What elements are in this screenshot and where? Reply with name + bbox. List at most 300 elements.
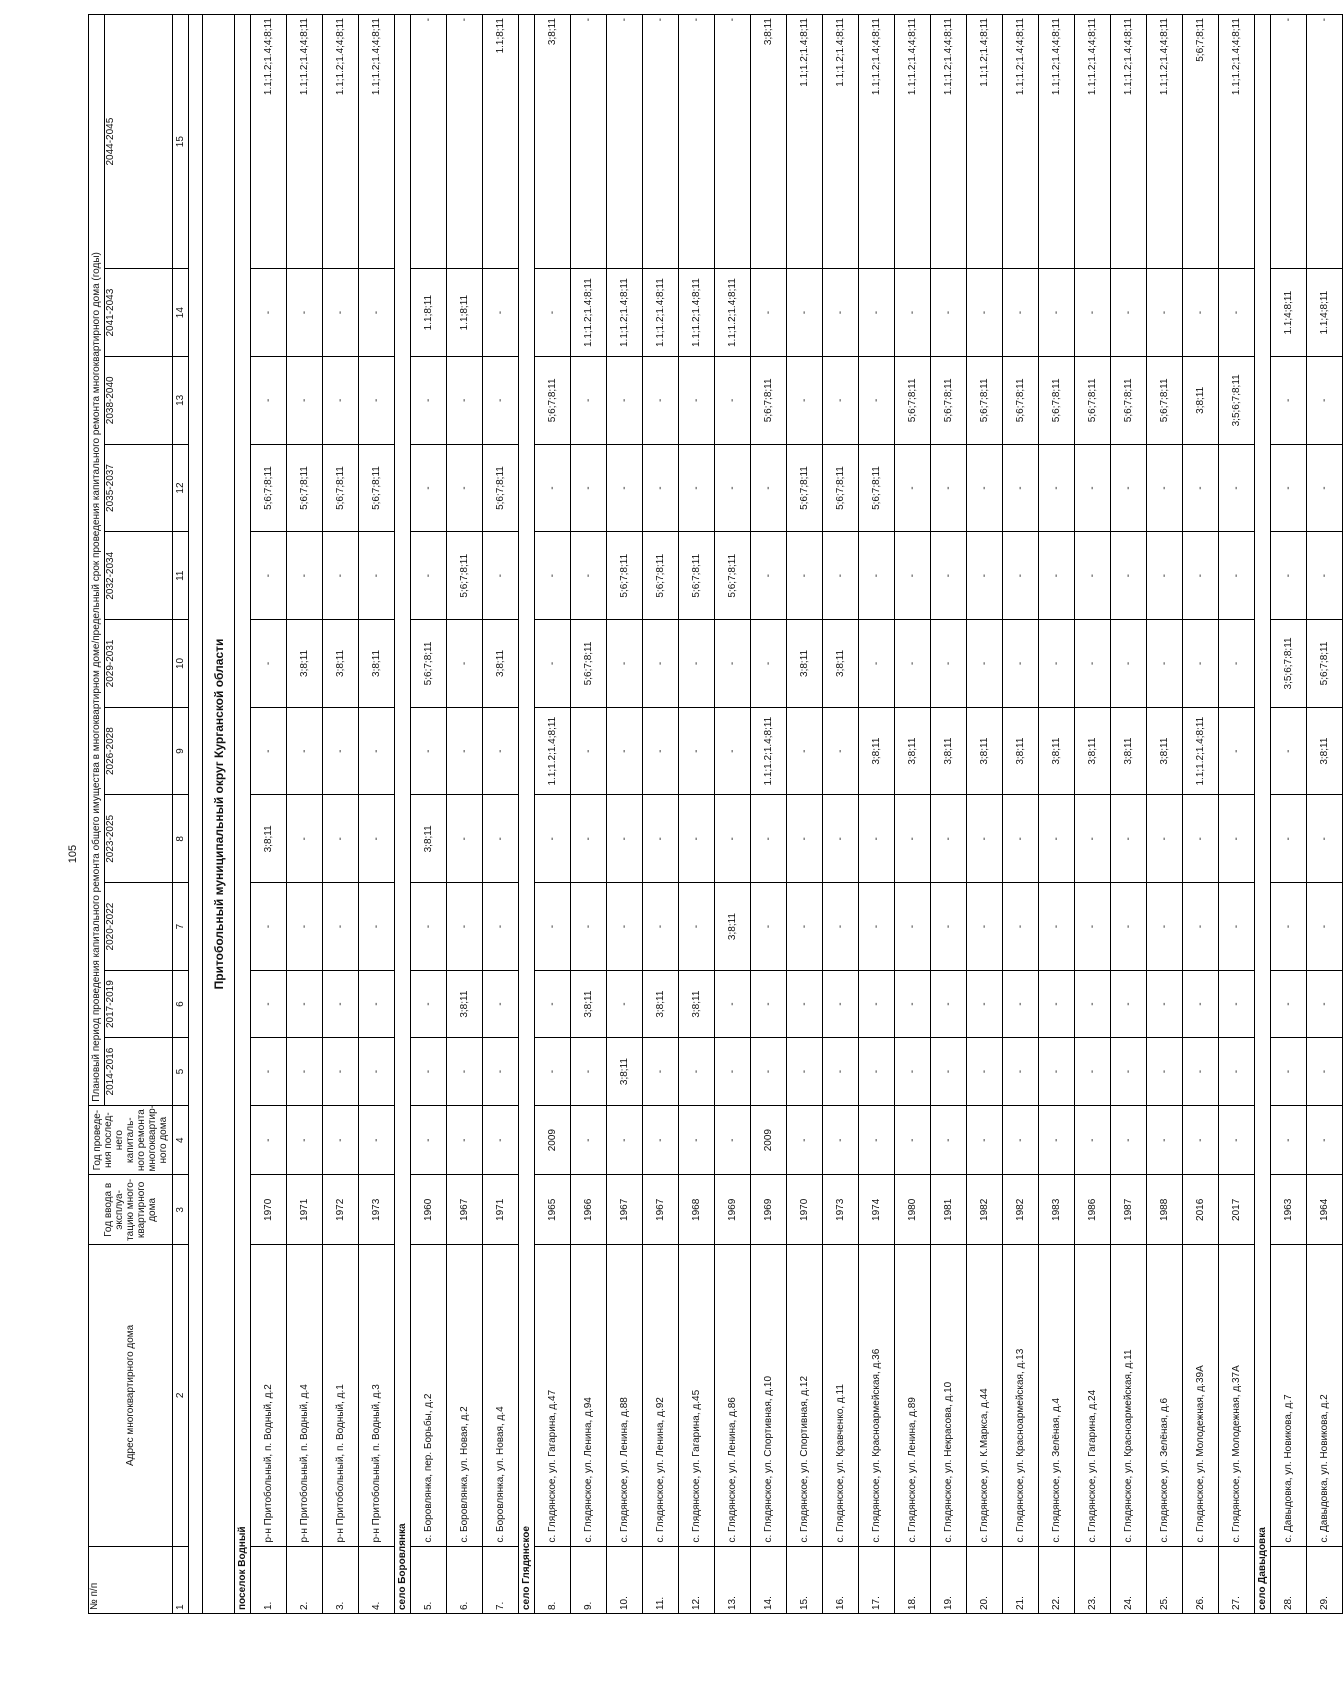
- table-row: [1003, 15, 1039, 1614]
- period-cell: 5;6;7;8;11: [1039, 356, 1075, 444]
- last-repair-cell: -: [859, 1105, 895, 1175]
- period-cell: -: [715, 620, 751, 708]
- period-cell: -: [1039, 970, 1075, 1037]
- column-number: 2: [173, 1245, 189, 1546]
- period-cell: -: [483, 1038, 519, 1105]
- period-cell: -: [787, 707, 823, 795]
- period-cell: -: [359, 707, 395, 795]
- period-cell: -: [895, 795, 931, 883]
- address-cell: р-н Притобольный, п. Водный, д.2: [251, 1245, 287, 1546]
- period-cell: -: [787, 532, 823, 620]
- period-cell: -: [483, 707, 519, 795]
- address-cell: с. Боровлянка, ул. Новая, д.4: [483, 1245, 519, 1546]
- page-number: 105: [67, 844, 79, 864]
- period-cell: -: [931, 1038, 967, 1105]
- period-cell: 1.1;1.2;1.4;8;11: [535, 707, 571, 795]
- header-period: 2041-2043: [105, 269, 173, 357]
- address-cell: с. Давыдовка, ул. Новикова, д.7: [1271, 1245, 1307, 1546]
- period-cell: 3;8;11: [1039, 707, 1075, 795]
- period-cell: 3;8;11: [1075, 707, 1111, 795]
- period-cell: -: [931, 269, 967, 357]
- row-number: 4.: [359, 1546, 395, 1613]
- last-repair-cell: -: [787, 1105, 823, 1175]
- period-cell: -: [287, 883, 323, 971]
- table-row: [643, 15, 679, 1614]
- period-cell: -: [359, 970, 395, 1037]
- period-cell: -: [679, 444, 715, 532]
- period-cell: -: [751, 795, 787, 883]
- year-built-cell: 1973: [823, 1175, 859, 1245]
- period-cell: -: [251, 620, 287, 708]
- header-period: 2026-2028: [105, 707, 173, 795]
- last-repair-cell: -: [571, 1105, 607, 1175]
- period-cell: -: [359, 356, 395, 444]
- period-cell: -: [483, 356, 519, 444]
- period-cell: 3;8;11: [607, 1038, 643, 1105]
- row-number: 20.: [967, 1546, 1003, 1613]
- period-cell: -: [967, 444, 1003, 532]
- column-number: 12: [173, 444, 189, 532]
- period-cell: 5;6;7;8;11: [679, 532, 715, 620]
- period-cell: -: [823, 883, 859, 971]
- last-repair-cell: -: [823, 1105, 859, 1175]
- period-cell: 5;6;7;8;11: [1075, 356, 1111, 444]
- last-repair-cell: -: [483, 1105, 519, 1175]
- period-cell: -: [1111, 883, 1147, 971]
- column-number: 3: [173, 1175, 189, 1245]
- period-cell: -: [607, 356, 643, 444]
- period-cell: -: [1003, 269, 1039, 357]
- period-cell: 3;8;11: [251, 795, 287, 883]
- period-cell: 5;6;7;8;11: [1183, 15, 1219, 269]
- period-cell: -: [715, 707, 751, 795]
- address-cell: с. Глядянское, ул. Зелёная, д.6: [1147, 1245, 1183, 1546]
- period-cell: 1.1;1.2;1.4;4;8;11: [1147, 15, 1183, 269]
- period-cell: 1.1;1.2;1.4;4;8;11: [1003, 15, 1039, 269]
- period-cell: 3;8;11: [715, 883, 751, 971]
- period-cell: -: [751, 1038, 787, 1105]
- period-cell: 3;8;11: [787, 620, 823, 708]
- year-built-cell: 1965: [535, 1175, 571, 1245]
- period-cell: -: [931, 532, 967, 620]
- period-cell: -: [967, 883, 1003, 971]
- year-built-cell: 1966: [571, 1175, 607, 1245]
- row-number: 17.: [859, 1546, 895, 1613]
- row-number: 12.: [679, 1546, 715, 1613]
- header-period: 2020-2022: [105, 883, 173, 971]
- address-cell: с. Глядянское, ул. Ленина, д.88: [607, 1245, 643, 1546]
- period-cell: -: [643, 707, 679, 795]
- period-cell: 5;6;7;8;11: [323, 444, 359, 532]
- period-cell: 1.1;8;11: [483, 15, 519, 269]
- period-cell: -: [323, 532, 359, 620]
- column-number-row: [173, 15, 189, 1614]
- last-repair-cell: -: [679, 1105, 715, 1175]
- table-row: [359, 15, 395, 1614]
- period-cell: -: [751, 620, 787, 708]
- period-cell: -: [447, 707, 483, 795]
- period-cell: -: [1111, 620, 1147, 708]
- period-cell: -: [251, 532, 287, 620]
- year-built-cell: 2017: [1219, 1175, 1255, 1245]
- period-cell: -: [679, 883, 715, 971]
- period-cell: -: [571, 532, 607, 620]
- period-cell: -: [1111, 970, 1147, 1037]
- address-cell: с. Глядянское, ул. Красноармейская, д.36: [859, 1245, 895, 1546]
- year-built-cell: 1986: [1075, 1175, 1111, 1245]
- period-cell: -: [1271, 532, 1307, 620]
- address-cell: с. Глядянское, ул. Гагарина, д.47: [535, 1245, 571, 1546]
- period-cell: -: [535, 970, 571, 1037]
- last-repair-cell: -: [1307, 1105, 1343, 1175]
- address-cell: с. Глядянское, ул. Ленина, д.92: [643, 1245, 679, 1546]
- period-cell: -: [1075, 970, 1111, 1037]
- table-row: [1183, 15, 1219, 1614]
- period-cell: -: [1219, 532, 1255, 620]
- region-title: Притобольный муниципальный округ Курганской области: [203, 15, 235, 1614]
- last-repair-cell: 2009: [751, 1105, 787, 1175]
- period-cell: -: [1075, 269, 1111, 357]
- address-cell: р-н Притобольный, п. Водный, д.1: [323, 1245, 359, 1546]
- period-cell: -: [1111, 444, 1147, 532]
- period-cell: -: [359, 1038, 395, 1105]
- header-year-built: Год ввода в эксплуа- тацию много- квартирного дома: [89, 1175, 173, 1245]
- period-cell: -: [607, 444, 643, 532]
- period-cell: -: [967, 795, 1003, 883]
- row-number: 23.: [1075, 1546, 1111, 1613]
- row-number: 3.: [323, 1546, 359, 1613]
- header-period: 2023-2025: [105, 795, 173, 883]
- period-cell: -: [1003, 795, 1039, 883]
- period-cell: -: [643, 1038, 679, 1105]
- period-cell: -: [679, 707, 715, 795]
- period-cell: -: [411, 970, 447, 1037]
- period-cell: -: [823, 970, 859, 1037]
- last-repair-cell: -: [1075, 1105, 1111, 1175]
- last-repair-cell: -: [287, 1105, 323, 1175]
- section-title: село Давыдовка: [1255, 15, 1271, 1614]
- year-built-cell: 1981: [931, 1175, 967, 1245]
- year-built-cell: 1988: [1147, 1175, 1183, 1245]
- period-cell: -: [823, 532, 859, 620]
- column-number: 11: [173, 532, 189, 620]
- last-repair-cell: -: [1111, 1105, 1147, 1175]
- period-cell: -: [715, 444, 751, 532]
- capital-repair-schedule-table: [88, 14, 1343, 1614]
- period-cell: 3;8;11: [751, 15, 787, 269]
- last-repair-cell: -: [411, 1105, 447, 1175]
- period-cell: -: [1075, 532, 1111, 620]
- section-row: [519, 15, 535, 1614]
- period-cell: -: [715, 356, 751, 444]
- period-cell: 1.1;1.2;1.4;4;8;11: [1111, 15, 1147, 269]
- period-cell: -: [895, 269, 931, 357]
- period-cell: -: [1183, 444, 1219, 532]
- column-number: 4: [173, 1105, 189, 1175]
- address-cell: с. Глядянское, ул. Спортивная, д.10: [751, 1245, 787, 1546]
- year-built-cell: 1972: [323, 1175, 359, 1245]
- period-cell: -: [323, 356, 359, 444]
- row-number: 16.: [823, 1546, 859, 1613]
- period-cell: -: [823, 356, 859, 444]
- header-address: Адрес многоквартирного дома: [89, 1245, 173, 1546]
- period-cell: -: [359, 795, 395, 883]
- period-cell: -: [1075, 1038, 1111, 1105]
- row-number: 8.: [535, 1546, 571, 1613]
- year-built-cell: 1982: [967, 1175, 1003, 1245]
- row-number: 21.: [1003, 1546, 1039, 1613]
- period-cell: -: [607, 620, 643, 708]
- period-cell: -: [447, 795, 483, 883]
- period-cell: -: [535, 620, 571, 708]
- last-repair-cell: -: [1183, 1105, 1219, 1175]
- table-row: [323, 15, 359, 1614]
- address-cell: с. Глядянское, ул. Ленина, д.94: [571, 1245, 607, 1546]
- period-cell: -: [411, 883, 447, 971]
- period-cell: 1.1;4;8;11: [1271, 269, 1307, 357]
- period-cell: -: [1307, 795, 1343, 883]
- period-cell: 3;8;11: [967, 707, 1003, 795]
- period-cell: -: [571, 444, 607, 532]
- period-cell: 1.1;1.2;1.4;4;8;11: [359, 15, 395, 269]
- row-number: 24.: [1111, 1546, 1147, 1613]
- period-cell: 5;6;7;8;11: [411, 620, 447, 708]
- period-cell: -: [1219, 795, 1255, 883]
- period-cell: 1.1;1.2;1.4;8;11: [679, 269, 715, 357]
- period-cell: 1.1;1.2;1.4;4;8;11: [859, 15, 895, 269]
- period-cell: -: [483, 883, 519, 971]
- period-cell: 3;5;6;7;8;11: [1271, 620, 1307, 708]
- last-repair-cell: -: [359, 1105, 395, 1175]
- period-cell: -: [679, 15, 715, 269]
- period-cell: 1.1;1.2;1.4;8;11: [787, 15, 823, 269]
- period-cell: -: [607, 970, 643, 1037]
- table-row: [1271, 15, 1307, 1614]
- header-period: 2017-2019: [105, 970, 173, 1037]
- period-cell: -: [1147, 444, 1183, 532]
- year-built-cell: 1967: [607, 1175, 643, 1245]
- column-number: 5: [173, 1038, 189, 1105]
- period-cell: -: [859, 269, 895, 357]
- period-cell: -: [535, 883, 571, 971]
- period-cell: -: [967, 620, 1003, 708]
- period-cell: -: [323, 1038, 359, 1105]
- period-cell: -: [859, 795, 895, 883]
- period-cell: -: [1147, 970, 1183, 1037]
- period-cell: 1.1;4;8;11: [1307, 269, 1343, 357]
- header-row-1: [89, 15, 105, 1614]
- period-cell: 5;6;7;8;11: [895, 356, 931, 444]
- table-row: [823, 15, 859, 1614]
- period-cell: -: [535, 795, 571, 883]
- address-cell: с. Глядянское, ул. Ленина, д.89: [895, 1245, 931, 1546]
- table-row: [1039, 15, 1075, 1614]
- period-cell: -: [679, 795, 715, 883]
- period-cell: 5;6;7;8;11: [607, 532, 643, 620]
- period-cell: -: [715, 970, 751, 1037]
- period-cell: -: [1111, 795, 1147, 883]
- last-repair-cell: -: [1003, 1105, 1039, 1175]
- period-cell: -: [1307, 1038, 1343, 1105]
- period-cell: 1.1;1.2;1.4;4;8;11: [323, 15, 359, 269]
- period-cell: -: [535, 532, 571, 620]
- period-cell: -: [1307, 15, 1343, 269]
- period-cell: -: [1219, 269, 1255, 357]
- period-cell: 1.1;1.2;1.4;4;8;11: [1219, 15, 1255, 269]
- table-row: [535, 15, 571, 1614]
- period-cell: 5;6;7;8;11: [643, 532, 679, 620]
- period-cell: 5;6;7;8;11: [535, 356, 571, 444]
- address-cell: с. Глядянское, ул. Красноармейская, д.11: [1111, 1245, 1147, 1546]
- table-row: [607, 15, 643, 1614]
- period-cell: 1.1;1.2;1.4;4;8;11: [1075, 15, 1111, 269]
- year-built-cell: 1973: [359, 1175, 395, 1245]
- header-period: 2032-2034: [105, 532, 173, 620]
- header-period: 2029-2031: [105, 620, 173, 708]
- period-cell: 3;8;11: [895, 707, 931, 795]
- period-cell: -: [323, 883, 359, 971]
- period-cell: -: [1003, 970, 1039, 1037]
- period-cell: 3;8;11: [1147, 707, 1183, 795]
- period-cell: -: [447, 444, 483, 532]
- row-number: 27.: [1219, 1546, 1255, 1613]
- period-cell: -: [359, 532, 395, 620]
- year-built-cell: 1974: [859, 1175, 895, 1245]
- period-cell: -: [535, 269, 571, 357]
- period-cell: -: [967, 970, 1003, 1037]
- year-built-cell: 1970: [251, 1175, 287, 1245]
- last-repair-cell: -: [251, 1105, 287, 1175]
- row-number: 22.: [1039, 1546, 1075, 1613]
- address-cell: с. Боровлянка, ул. Новая, д.2: [447, 1245, 483, 1546]
- period-cell: 5;6;7;8;11: [751, 356, 787, 444]
- year-built-cell: 1969: [751, 1175, 787, 1245]
- period-cell: 1.1;1.2;1.4;8;11: [823, 15, 859, 269]
- year-built-cell: 1963: [1271, 1175, 1307, 1245]
- period-cell: -: [287, 269, 323, 357]
- row-number: 18.: [895, 1546, 931, 1613]
- last-repair-cell: -: [1219, 1105, 1255, 1175]
- period-cell: -: [823, 1038, 859, 1105]
- table-row: [679, 15, 715, 1614]
- period-cell: -: [1219, 620, 1255, 708]
- period-cell: -: [287, 356, 323, 444]
- period-cell: 5;6;7;8;11: [787, 444, 823, 532]
- period-cell: -: [1039, 620, 1075, 708]
- period-cell: -: [447, 356, 483, 444]
- period-cell: -: [1219, 707, 1255, 795]
- period-cell: -: [751, 444, 787, 532]
- period-cell: 3;8;11: [679, 970, 715, 1037]
- period-cell: 3;8;11: [931, 707, 967, 795]
- period-cell: -: [607, 883, 643, 971]
- section-row: [1255, 15, 1271, 1614]
- period-cell: -: [287, 1038, 323, 1105]
- period-cell: -: [1307, 356, 1343, 444]
- section-title: поселок Водный: [235, 15, 251, 1614]
- period-cell: -: [1307, 970, 1343, 1037]
- period-cell: -: [1183, 970, 1219, 1037]
- row-number: 14.: [751, 1546, 787, 1613]
- header-period: 2035-2037: [105, 444, 173, 532]
- period-cell: -: [787, 883, 823, 971]
- period-cell: -: [483, 532, 519, 620]
- period-cell: -: [859, 883, 895, 971]
- header-planned-period: Плановый период проведения капитального ремонта общего имущества в многоквартирном доме/предельный срок проведения капитального ремонта многоквартирного дома (годы): [89, 15, 105, 1106]
- period-cell: -: [1271, 356, 1307, 444]
- address-cell: с. Глядянское, ул. Ленина, д.86: [715, 1245, 751, 1546]
- region-row: [203, 15, 235, 1614]
- address-cell: с. Глядянское, ул. Гагарина, д.45: [679, 1245, 715, 1546]
- period-cell: -: [787, 795, 823, 883]
- period-cell: -: [859, 620, 895, 708]
- period-cell: 5;6;7;8;11: [1147, 356, 1183, 444]
- period-cell: -: [1219, 883, 1255, 971]
- header-last-repair: Год проведе- ния послед- него капиталь- ного ремонта многоквартир- ного дома: [89, 1105, 173, 1175]
- row-number: 10.: [607, 1546, 643, 1613]
- last-repair-cell: -: [931, 1105, 967, 1175]
- period-cell: -: [607, 15, 643, 269]
- row-number: 7.: [483, 1546, 519, 1613]
- period-cell: -: [251, 883, 287, 971]
- last-repair-cell: -: [1147, 1105, 1183, 1175]
- period-cell: -: [287, 532, 323, 620]
- year-built-cell: 1968: [679, 1175, 715, 1245]
- period-cell: 5;6;7;8;11: [1003, 356, 1039, 444]
- table-row: [859, 15, 895, 1614]
- year-built-cell: 2016: [1183, 1175, 1219, 1245]
- period-cell: -: [895, 1038, 931, 1105]
- period-cell: -: [679, 620, 715, 708]
- table-row: [967, 15, 1003, 1614]
- period-cell: -: [1219, 970, 1255, 1037]
- header-period: 2014-2016: [105, 1038, 173, 1105]
- period-cell: -: [1075, 620, 1111, 708]
- period-cell: -: [1271, 1038, 1307, 1105]
- period-cell: -: [359, 269, 395, 357]
- period-cell: -: [1003, 883, 1039, 971]
- period-cell: -: [643, 620, 679, 708]
- table-row: [1307, 15, 1343, 1614]
- period-cell: 3;8;11: [323, 620, 359, 708]
- table-row: [251, 15, 287, 1614]
- address-cell: с. Глядянское, ул. Молодежная, д.39А: [1183, 1245, 1219, 1546]
- period-cell: -: [411, 532, 447, 620]
- row-number: 5.: [411, 1546, 447, 1613]
- section-title: село Боровлянка: [395, 15, 411, 1614]
- period-cell: -: [1111, 1038, 1147, 1105]
- period-cell: 3;8;11: [535, 15, 571, 269]
- period-cell: -: [287, 795, 323, 883]
- row-number: 25.: [1147, 1546, 1183, 1613]
- period-cell: -: [895, 970, 931, 1037]
- period-cell: -: [1271, 15, 1307, 269]
- table-row: [1147, 15, 1183, 1614]
- table-row: [787, 15, 823, 1614]
- header-number: № п/п: [89, 1546, 173, 1613]
- period-cell: -: [1271, 795, 1307, 883]
- period-cell: -: [411, 707, 447, 795]
- period-cell: 5;6;7;8;11: [359, 444, 395, 532]
- period-cell: -: [931, 970, 967, 1037]
- last-repair-cell: -: [1271, 1105, 1307, 1175]
- period-cell: 5;6;7;8;11: [483, 444, 519, 532]
- period-cell: 5;6;7;8;11: [823, 444, 859, 532]
- period-cell: -: [447, 1038, 483, 1105]
- period-cell: -: [1147, 1038, 1183, 1105]
- period-cell: -: [447, 620, 483, 708]
- period-cell: -: [251, 356, 287, 444]
